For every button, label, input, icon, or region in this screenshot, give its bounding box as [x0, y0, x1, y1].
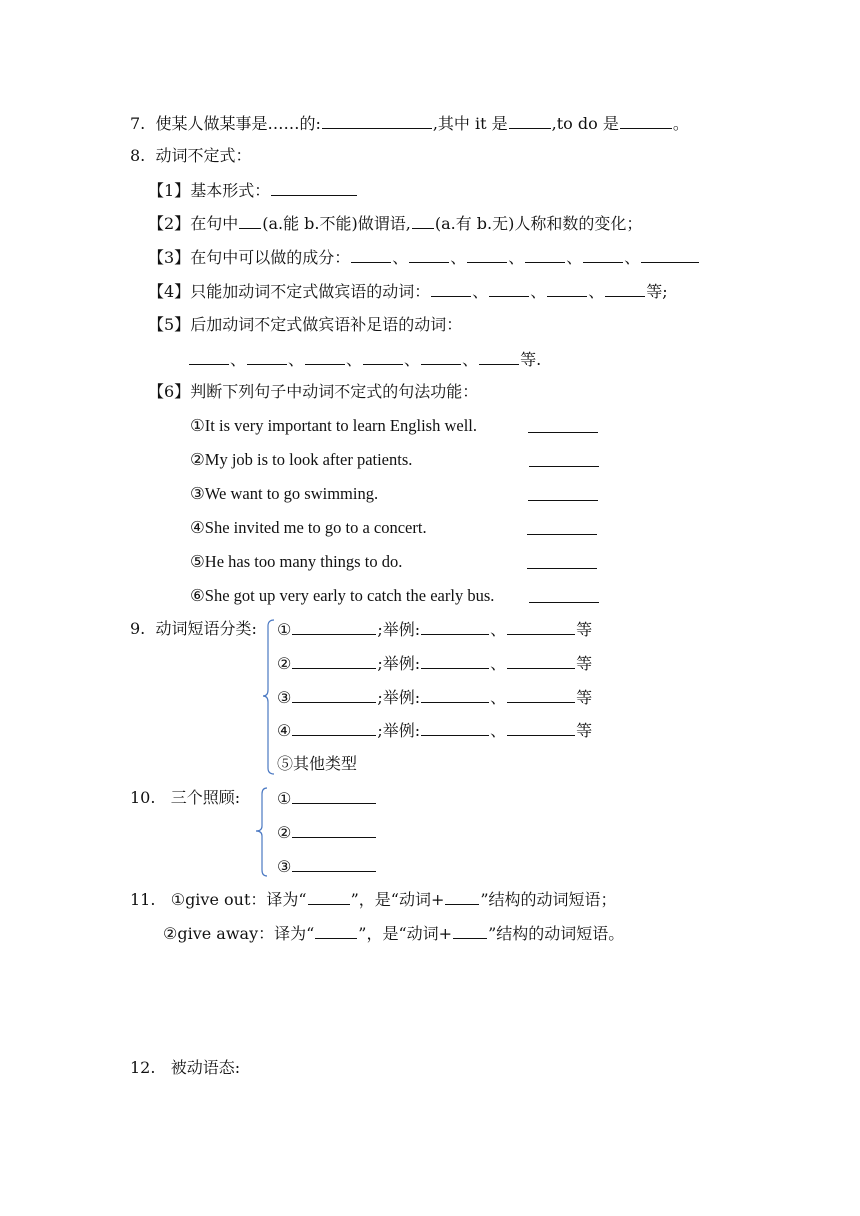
left-brace-icon [255, 786, 269, 878]
item-text: 等 [576, 721, 593, 740]
answer-blank[interactable] [529, 465, 599, 467]
answer-blank[interactable] [247, 349, 287, 365]
q10-item-2 [277, 822, 377, 842]
answer-blank[interactable] [507, 687, 575, 703]
section-tag: 【5】 [148, 315, 191, 334]
answer-blank[interactable] [292, 720, 376, 736]
item-text: ;举例: [377, 620, 421, 639]
q10-item-1 [277, 788, 377, 808]
answer-blank[interactable] [509, 113, 551, 129]
question-text: ②give away：译为“ [163, 924, 315, 943]
item-marker: ④ [277, 721, 292, 740]
sentence-3: ③We want to go swimming. [190, 484, 379, 503]
question-text: ,其中 it 是 [432, 114, 508, 133]
answer-blank[interactable] [620, 113, 672, 129]
left-brace-icon [262, 618, 276, 776]
item-text: 等 [576, 654, 593, 673]
section-text: 只能加动词不定式做宾语的动词： [190, 282, 431, 301]
answer-blank[interactable] [507, 653, 575, 669]
section-text: (a.能 b.不能)做谓语, [262, 214, 411, 233]
question-text: 被动语态: [170, 1058, 241, 1077]
question-text: ①give out：译为“ [170, 890, 307, 909]
item-text: 等 [576, 620, 593, 639]
separator: 、 [566, 248, 583, 267]
q8-section-2 [148, 213, 642, 233]
answer-blank[interactable] [528, 431, 598, 433]
answer-blank[interactable] [351, 247, 391, 263]
sentence-5: ⑤He has too many things to do. [190, 552, 403, 571]
item-marker: ③ [277, 688, 292, 707]
q8-section-5 [148, 315, 462, 335]
item-text: ;举例: [377, 654, 421, 673]
q8-section-3 [148, 247, 700, 267]
section-tag: 【3】 [148, 248, 191, 267]
answer-blank[interactable] [479, 349, 519, 365]
item-text: ;举例: [377, 721, 421, 740]
answer-blank[interactable] [412, 213, 434, 229]
answer-blank[interactable] [527, 567, 597, 569]
answer-blank[interactable] [431, 281, 471, 297]
item-marker: ② [277, 823, 292, 842]
answer-blank[interactable] [467, 247, 507, 263]
question-11-line-1 [130, 889, 617, 909]
section-text: 等; [646, 282, 668, 301]
answer-blank[interactable] [489, 281, 529, 297]
separator: 、 [490, 721, 507, 740]
section-text: 后加动词不定式做宾语补足语的动词： [190, 315, 463, 334]
item-marker: ② [277, 654, 292, 673]
separator: 、 [490, 688, 507, 707]
answer-blank[interactable] [507, 619, 575, 635]
answer-blank[interactable] [445, 889, 479, 905]
question-number: 7. [130, 114, 146, 133]
question-number: 8. [130, 146, 146, 165]
answer-blank[interactable] [421, 720, 489, 736]
question-text: ”，是“动词+ [350, 890, 445, 909]
answer-blank[interactable] [292, 619, 376, 635]
answer-blank[interactable] [421, 349, 461, 365]
answer-blank[interactable] [292, 788, 376, 804]
answer-blank[interactable] [525, 247, 565, 263]
answer-blank[interactable] [421, 619, 489, 635]
answer-blank[interactable] [239, 213, 261, 229]
question-text: ”结构的动词短语； [480, 890, 617, 909]
question-text: ”，是“动词+ [358, 924, 453, 943]
separator: 、 [490, 620, 507, 639]
question-text: 动词不定式： [155, 146, 252, 165]
q9-item-4 [277, 720, 592, 740]
separator: 、 [288, 350, 305, 369]
q8-section-5-blanks [188, 349, 541, 369]
answer-blank[interactable] [292, 856, 376, 872]
sentence-2: ②My job is to look after patients. [190, 450, 413, 469]
separator: 、 [624, 248, 641, 267]
section-text: 等. [520, 350, 542, 369]
question-7 [130, 113, 689, 133]
separator: 、 [230, 350, 247, 369]
answer-blank[interactable] [189, 349, 229, 365]
separator: 、 [404, 350, 421, 369]
question-number: 9. [130, 619, 146, 638]
q9-item-1 [277, 619, 592, 639]
question-text: 。 [672, 114, 689, 133]
separator: 、 [450, 248, 467, 267]
section-text: 判断下列句子中动词不定式的句法功能： [190, 382, 479, 401]
question-9-title [130, 619, 257, 639]
sentence-6: ⑥She got up very early to catch the early bus. [190, 586, 495, 605]
q9-item-3 [277, 687, 592, 707]
answer-blank[interactable] [409, 247, 449, 263]
section-text: 在句中可以做的成分： [190, 248, 351, 267]
q8-section-1 [148, 180, 358, 200]
separator: 、 [490, 654, 507, 673]
answer-blank[interactable] [547, 281, 587, 297]
answer-blank[interactable] [292, 687, 376, 703]
q8-section-4 [148, 281, 668, 301]
question-text: 使某人做某事是……的: [155, 114, 321, 133]
answer-blank[interactable] [308, 889, 350, 905]
question-12-title [130, 1058, 240, 1078]
answer-blank[interactable] [527, 533, 597, 535]
answer-blank[interactable] [292, 653, 376, 669]
q10-item-3 [277, 856, 377, 876]
question-text: 动词短语分类: [155, 619, 257, 638]
section-tag: 【6】 [148, 382, 191, 401]
answer-blank[interactable] [507, 720, 575, 736]
answer-blank[interactable] [421, 687, 489, 703]
answer-blank[interactable] [292, 822, 376, 838]
item-marker: ① [277, 789, 292, 808]
answer-blank[interactable] [421, 653, 489, 669]
separator: 、 [472, 282, 489, 301]
question-text: ,to do 是 [551, 114, 619, 133]
separator: 、 [530, 282, 547, 301]
sentence-1: ①It is very important to learn English well. [190, 416, 477, 435]
question-number: 11. [130, 890, 156, 909]
answer-blank[interactable] [271, 180, 357, 196]
answer-blank[interactable] [363, 349, 403, 365]
section-tag: 【4】 [148, 282, 191, 301]
answer-blank[interactable] [641, 247, 699, 263]
item-text: 等 [576, 688, 593, 707]
item-marker: ③ [277, 857, 292, 876]
item-marker: ① [277, 620, 292, 639]
answer-blank[interactable] [583, 247, 623, 263]
section-tag: 【2】 [148, 214, 191, 233]
q9-item-5: ⑤其他类型 [277, 754, 358, 773]
separator: 、 [346, 350, 363, 369]
question-8-title [130, 146, 251, 166]
answer-blank[interactable] [322, 113, 432, 129]
answer-blank[interactable] [453, 923, 487, 939]
section-tag: 【1】 [148, 181, 191, 200]
question-11-line-2 [163, 923, 624, 943]
question-number: 10. [130, 788, 156, 807]
question-text: ”结构的动词短语。 [488, 924, 625, 943]
question-text: 三个照顾: [170, 788, 241, 807]
answer-blank[interactable] [305, 349, 345, 365]
question-10-title [130, 788, 240, 808]
separator: 、 [508, 248, 525, 267]
q9-item-2 [277, 653, 592, 673]
section-text: 在句中 [190, 214, 239, 233]
answer-blank[interactable] [528, 499, 598, 501]
sentence-4: ④She invited me to go to a concert. [190, 518, 427, 537]
section-text: 基本形式： [190, 181, 271, 200]
separator: 、 [588, 282, 605, 301]
question-number: 12. [130, 1058, 156, 1077]
answer-blank[interactable] [605, 281, 645, 297]
answer-blank[interactable] [529, 601, 599, 603]
separator: 、 [392, 248, 409, 267]
section-text: (a.有 b.无)人称和数的变化； [434, 214, 643, 233]
answer-blank[interactable] [315, 923, 357, 939]
item-text: ;举例: [377, 688, 421, 707]
q8-section-6 [148, 382, 478, 402]
separator: 、 [462, 350, 479, 369]
